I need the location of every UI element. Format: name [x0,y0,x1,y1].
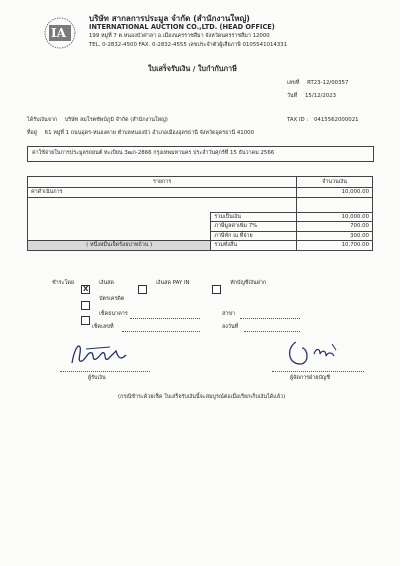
transfer-label: หักบัญชีเงินฝาก [230,280,267,286]
blank-cell [28,231,211,241]
withholding-row [28,231,373,241]
col-amount-header: จำนวนเงิน [297,177,373,188]
blank-cell [28,197,297,212]
credit-label: บัตรเครดิต [99,296,125,302]
manager-signature [284,334,354,372]
document-date [287,94,336,99]
table-spacer-row [28,197,373,212]
customer-line [27,118,168,123]
withholding-label: ภาษีหัก ณ ที่จ่าย [211,231,297,241]
document-date-label: วันที่ [287,93,298,99]
document-date-value: 15/12/2023 [304,93,337,99]
footer-note: (กรณีชำระด้วยเช็ค ใบเสร็จรับเงินนี้จะสมบูรณ์ต่อเมื่อเรียกเก็บเงินได้แล้ว) [118,394,286,400]
cheque-checkbox[interactable] [81,316,90,325]
cheque-bank-line[interactable] [130,318,200,319]
col-item-header: รายการ [28,177,297,188]
manager-signature-line [272,371,364,372]
transfer-checkbox[interactable] [212,285,221,294]
cheque-date-line[interactable] [244,331,300,332]
total-label: รวมทั้งสิ้น [211,241,297,251]
company-logo [40,16,80,50]
cheque-no-label: เช็คเลขที่ [92,324,114,330]
branch-label: สาขา [222,311,236,317]
subtotal-value: 10,000.00 [297,212,373,222]
receiver-signature-line [60,371,150,372]
credit-checkbox[interactable] [81,301,90,310]
payment-label: ชำระโดย [52,280,75,286]
customer-label: ได้รับเงินจาก [27,117,58,123]
description-box [27,146,374,162]
tax-id-line [287,118,359,123]
blank-cell [28,212,211,222]
company-logo-text: IA [51,26,66,40]
item-amount: 10,000.00 [297,188,373,198]
blank-cell [297,197,373,212]
customer-value: บริษัท ลมโรตชัพบ์ภูมิ จำกัด (สำนักงานใหญ่) [64,117,168,123]
table-row [28,188,373,198]
payin-checkbox[interactable] [138,285,147,294]
address-value: 61 หมู่ที่ 1 ถนนอุดร-หนองคาย ตำบลหนองบัว อำเภอเมืองอุดรธานี จังหวัดอุดรธานี 41000 [44,130,254,136]
receiver-signature [66,337,136,371]
withholding-value: 300.00 [297,231,373,241]
manager-label: ผู้จัดการฝ่ายบัญชี [290,375,331,381]
subtotal-label: รวมเป็นเงิน [211,212,297,222]
payin-option[interactable] [138,279,190,298]
vat-row [28,222,373,232]
tax-id-label: TAX ID : [287,117,309,123]
company-contact: TEL. 0-2832-4500 FAX. 0-2832-4555 เลขประจำตัวผู้เสียภาษี 0105541014331 [89,42,288,48]
transfer-option[interactable] [212,279,266,298]
document-number-label: เลขที่ [287,80,300,86]
cash-label: เงินสด [99,280,115,286]
company-name-th: บริษัท สากลการประมูล จำกัด (สำนักงานใหญ่) [89,14,250,23]
company-address: 199 หมู่ที่ 7 ต.หนองบัวศาลา อ.เมืองนครราชสีมา จังหวัดนครราชสีมา 12000 [89,33,270,39]
cheque-no-line[interactable] [122,331,200,332]
cheque-date-label: ลงวันที่ [222,324,239,330]
item-label: ค่าดำเนินการ [28,188,297,198]
description-text: ค่าใช้จ่ายในการประมูลรถยนต์ ทะเบียน 3ฒก-2866 กรุงเทพมหานคร ประจำวันศุกร์ที่ 15 ธันวาคม 2566 [32,150,275,156]
amount-in-words: ( หนึ่งหมื่นเจ็ดร้อยบาทถ้วน ) [28,241,211,251]
cheque-label: เช็คธนาคาร [99,311,128,317]
tax-id-value: 0415562000021 [313,117,359,123]
vat-label: ภาษีมูลค่าเพิ่ม 7% [211,222,297,232]
total-row [28,241,373,251]
customer-address-line [27,131,254,136]
address-label: ที่อยู่ [27,130,37,136]
subtotal-row [28,212,373,222]
document-number-value: RT23-12/00357 [307,80,349,86]
payin-label: เงินสด PAY IN [156,280,190,286]
cash-check-mark: X [83,285,89,293]
receiver-label: ผู้รับเงิน [88,375,106,381]
total-value: 10,700.00 [297,241,373,251]
vat-value: 700.00 [297,222,373,232]
cash-checkbox[interactable] [81,285,90,294]
branch-line[interactable] [240,318,300,319]
items-table [27,176,373,251]
blank-cell [28,222,211,232]
document-number [287,81,348,86]
table-header-row [28,177,373,188]
document-title: ใบเสร็จรับเงิน / ใบกำกับภาษี [148,64,237,73]
company-name-en: INTERNATIONAL AUCTION CO.,LTD. (HEAD OFFICE) [89,23,275,31]
